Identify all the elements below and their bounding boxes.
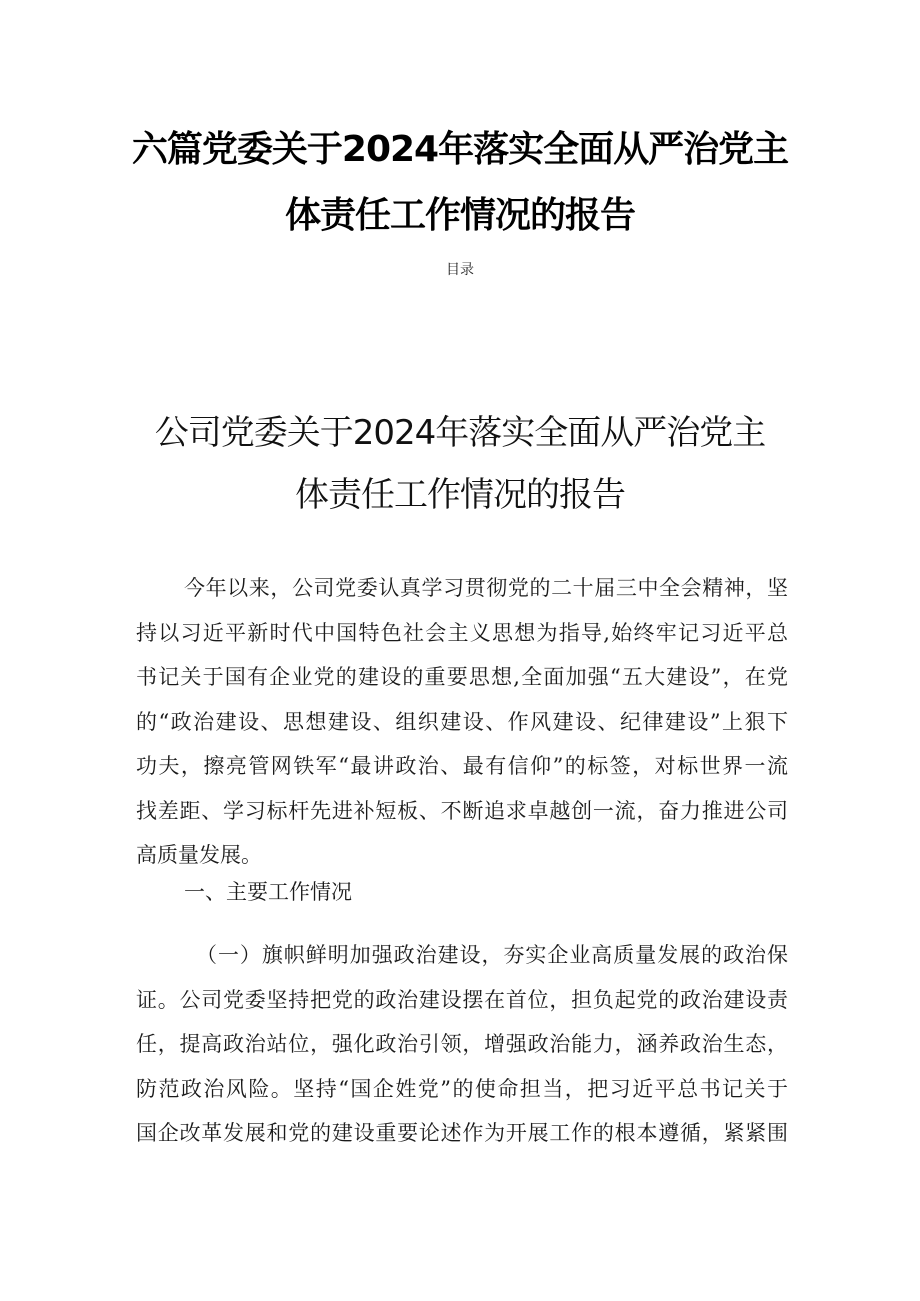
paragraph-1-line: 找差距、学习标杆先进补短板、不断追求卓越创一流，奋力推进公司	[136, 799, 788, 823]
paragraph-1-line: 书记关于国有企业党的建设的重要思想,全面加强“五大建设”，在党	[136, 665, 788, 689]
paragraph-1-line: 功夫，擦亮管网铁军“最讲政治、最有信仰”的标签，对标世界一流	[136, 754, 788, 778]
main-title-line-2: 体责任工作情况的报告	[284, 195, 635, 236]
paragraph-1-line: 高质量发展。	[136, 843, 262, 867]
paragraph-1-line: 今年以来，公司党委认真学习贯彻党的二十届三中全会精神，坚	[184, 576, 788, 600]
paragraph-2-line: 任，提高政治站位，强化政治引领，增强政治能力，涵养政治生态，	[136, 1032, 788, 1056]
paragraph-2-line: （一）旗帜鲜明加强政治建设，夯实企业高质量发展的政治保	[196, 943, 788, 967]
paragraph-1-line: 的“政治建设、思想建设、组织建设、作风建设、纪律建设”上狠下	[136, 710, 788, 734]
paragraph-2-line: 证。公司党委坚持把党的政治建设摆在首位，担负起党的政治建设责	[136, 988, 788, 1012]
main-title-line-1: 六篇党委关于2024年落实全面从严治党主	[131, 129, 789, 170]
paragraph-2-line: 防范政治风险。坚持“国企姓党”的使命担当，把习近平总书记关于	[136, 1077, 788, 1101]
section-title-line-2: 体责任工作情况的报告	[295, 475, 625, 515]
paragraph-2-line: 国企改革发展和党的建设重要论述作为开展工作的根本遵循，紧紧围	[136, 1121, 788, 1145]
toc-label: 目录	[446, 262, 474, 278]
section-title-line-1: 公司党委关于2024年落实全面从严治党主	[154, 413, 766, 453]
paragraph-1-line: 持以习近平新时代中国特色社会主义思想为指导,始终牢记习近平总	[136, 621, 788, 645]
heading-main-work-text: 一、主要工作情况	[184, 880, 352, 904]
